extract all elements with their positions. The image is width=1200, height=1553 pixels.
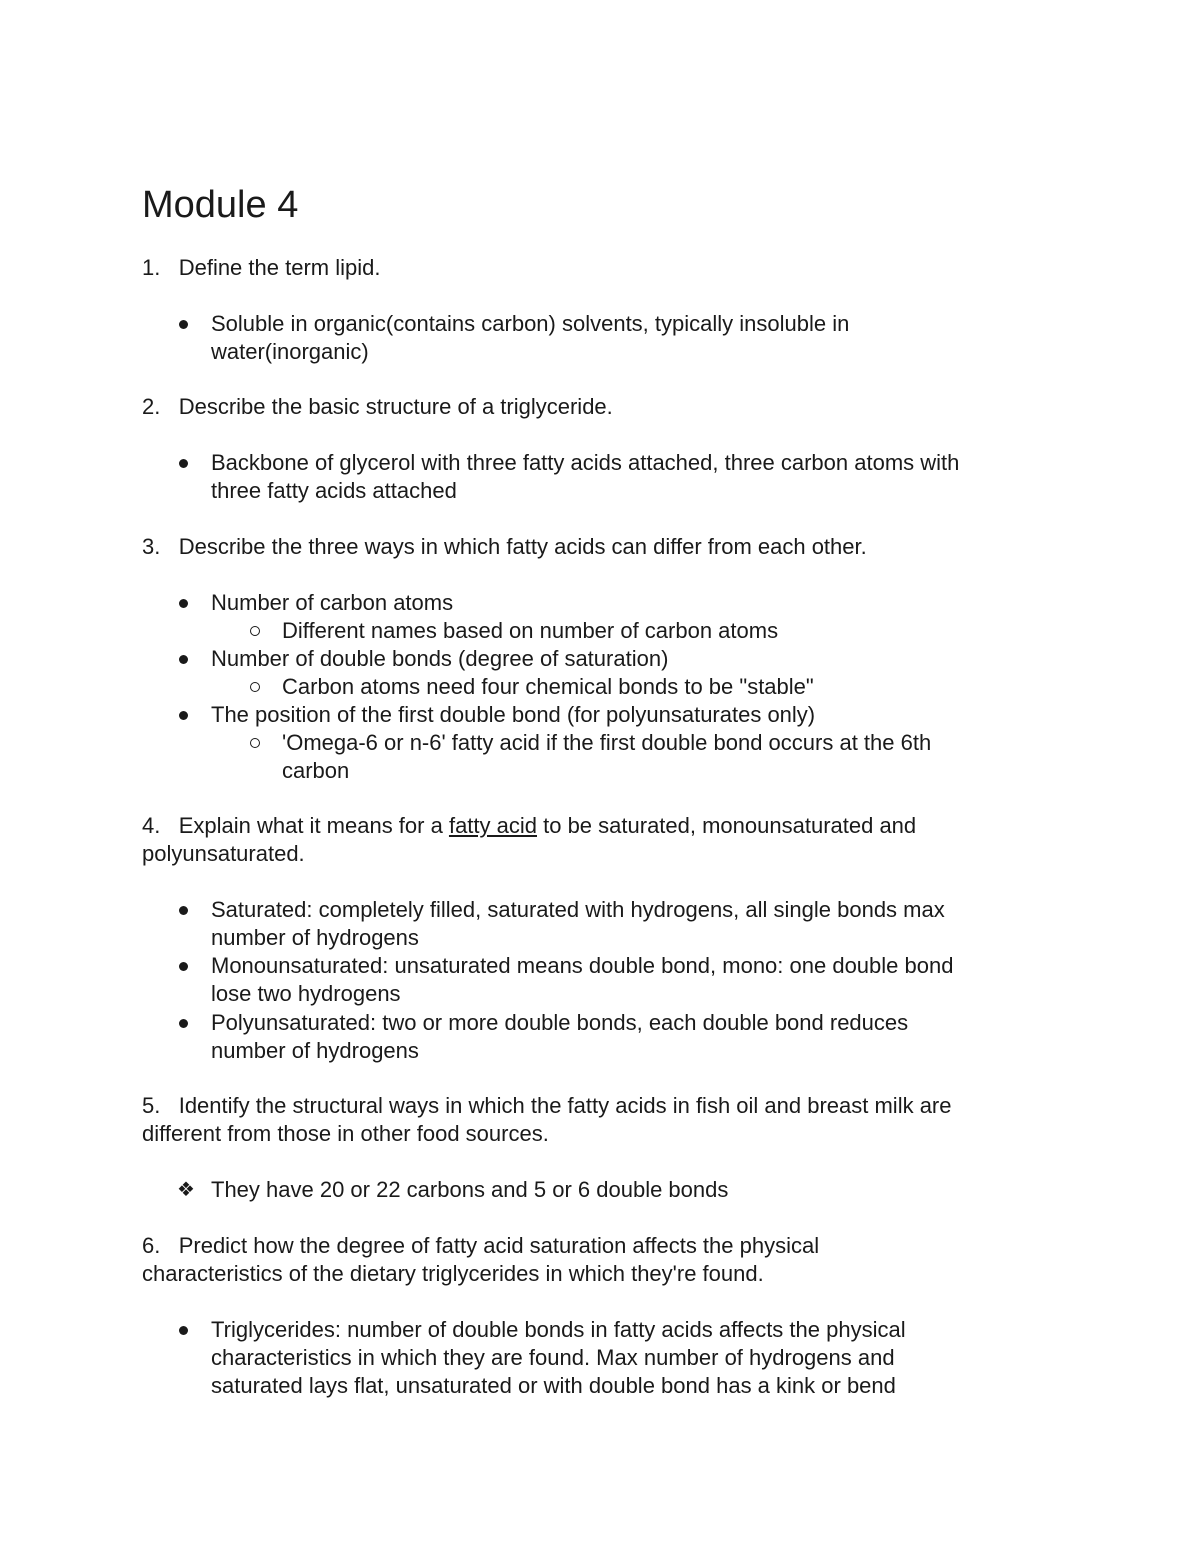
question-text: to be saturated, monounsaturated and <box>537 813 917 838</box>
question-text: Describe the basic structure of a triglyceride. <box>178 394 613 419</box>
answer-line: number of hydrogens <box>211 925 419 950</box>
answer-line: characteristics in which they are found. Max number of hydrogens and <box>211 1345 895 1370</box>
page-title: Module 4 <box>142 184 299 226</box>
bullet-dot <box>179 320 188 329</box>
answer-line: Polyunsaturated: two or more double bonds, each double bond reduces <box>211 1010 909 1035</box>
answer-line: Saturated: completely filled, saturated with hydrogens, all single bonds max <box>211 897 945 922</box>
answer-line: Triglycerides: number of double bonds in fatty acids affects the physical <box>211 1317 906 1342</box>
question-2 <box>142 393 613 421</box>
answer-line: number of hydrogens <box>211 1038 419 1063</box>
bullet-dot <box>179 599 188 608</box>
bullet-dot <box>179 655 188 664</box>
answer-line: lose two hydrogens <box>211 981 401 1006</box>
bullet-circle <box>250 738 260 748</box>
question-3 <box>142 533 867 561</box>
question-6 <box>142 1232 819 1260</box>
fatty-acid-link[interactable]: fatty acid <box>448 813 537 838</box>
answer-subline: Different names based on number of carbon atoms <box>282 618 779 643</box>
answer-subline: Carbon atoms need four chemical bonds to be "stable" <box>282 674 814 699</box>
bullet-dot <box>179 711 188 720</box>
bullet-dot <box>179 906 188 915</box>
answer-subline: 'Omega-6 or n-6' fatty acid if the first double bond occurs at the 6th <box>282 730 932 755</box>
question-4 <box>142 812 916 840</box>
question-text: polyunsaturated. <box>142 841 305 866</box>
question-text: characteristics of the dietary triglycerides in which they're found. <box>142 1261 764 1286</box>
answer-line: Monounsaturated: unsaturated means double bond, mono: one double bond <box>211 953 954 978</box>
answer-line: Number of double bonds (degree of saturation) <box>211 646 669 671</box>
answer-line: They have 20 or 22 carbons and 5 or 6 double bonds <box>211 1177 729 1202</box>
bullet-dot <box>179 1326 188 1335</box>
answer-line: water(inorganic) <box>211 339 369 364</box>
answer-line: The position of the first double bond (for polyunsaturates only) <box>211 702 816 727</box>
question-number: 4. <box>142 813 161 838</box>
question-number: 1. <box>142 255 161 280</box>
question-text: Predict how the degree of fatty acid saturation affects the physical <box>178 1233 820 1258</box>
question-text: Describe the three ways in which fatty acids can differ from each other. <box>178 534 867 559</box>
bullet-dot <box>179 1019 188 1028</box>
answer-subline: carbon <box>282 758 350 783</box>
question-number: 6. <box>142 1233 161 1258</box>
question-1 <box>142 254 380 282</box>
question-5 <box>142 1092 952 1120</box>
answer-line: Number of carbon atoms <box>211 590 454 615</box>
bullet-circle <box>250 626 260 636</box>
diamond-bullet-icon: ❖ <box>177 1179 195 1201</box>
bullet-dot <box>179 459 188 468</box>
bullet-dot <box>179 962 188 971</box>
answer-line: three fatty acids attached <box>211 478 457 503</box>
question-text: different from those in other food sources. <box>142 1121 549 1146</box>
answer-line: Backbone of glycerol with three fatty acids attached, three carbon atoms with <box>211 450 960 475</box>
question-text: Explain what it means for a <box>178 813 449 838</box>
bullet-circle <box>250 682 260 692</box>
question-number: 5. <box>142 1093 161 1118</box>
question-text: Identify the structural ways in which the fatty acids in fish oil and breast milk are <box>178 1093 952 1118</box>
question-number: 2. <box>142 394 161 419</box>
question-number: 3. <box>142 534 161 559</box>
question-text: Define the term lipid. <box>178 255 381 280</box>
answer-line: saturated lays flat, unsaturated or with double bond has a kink or bend <box>211 1373 896 1398</box>
answer-line: Soluble in organic(contains carbon) solvents, typically insoluble in <box>211 311 850 336</box>
